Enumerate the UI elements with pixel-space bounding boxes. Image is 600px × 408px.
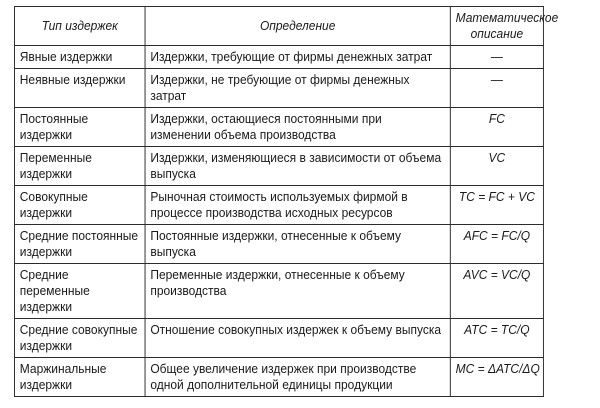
cost-type-cell: Средние совокупные издержки	[14, 319, 145, 358]
definition-cell: Переменные издержки, отнесенные к объему производства	[145, 264, 450, 319]
formula-cell: AFC = FC/Q	[450, 225, 543, 264]
table-row	[14, 319, 543, 358]
table-header-row	[14, 7, 543, 46]
table-row	[14, 358, 543, 397]
cost-type-cell: Средние постоянные издержки	[14, 225, 145, 264]
definition-cell: Издержки, остающиеся постоянными при изменении объема производства	[145, 108, 450, 147]
definition-cell: Постоянные издержки, отнесенные к объему выпуска	[145, 225, 450, 264]
formula-cell: FC	[450, 108, 543, 147]
table-row	[14, 225, 543, 264]
table-row	[14, 264, 543, 319]
cost-types-table	[14, 6, 559, 397]
definition-cell: Издержки, не требующие от фирмы денежных затрат	[145, 69, 450, 108]
formula-cell: TC = FC + VC	[450, 186, 543, 225]
cost-type-cell: Совокупные издержки	[14, 186, 145, 225]
formula-cell: AVC = VC/Q	[450, 264, 543, 319]
formula-cell: VC	[450, 147, 543, 186]
table-row	[14, 147, 543, 186]
definition-cell: Рыночная стоимость используемых фирмой в процессе производства исходных ресурсов	[145, 186, 450, 225]
cost-type-cell: Явные издержки	[14, 46, 145, 69]
table-row	[14, 69, 543, 108]
definition-cell: Издержки, требующие от фирмы денежных затрат	[145, 46, 450, 69]
header-math-description: Математическое описание	[450, 7, 543, 46]
definition-cell: Отношение совокупных издержек к объему выпуска	[145, 319, 450, 358]
header-cost-type: Тип издержек	[14, 7, 145, 46]
table-row	[14, 46, 543, 69]
cost-type-cell: Постоянные издержки	[14, 108, 145, 147]
formula-cell: ATC = TC/Q	[450, 319, 543, 358]
formula-cell: MC = ΔATC/ΔQ	[450, 358, 543, 397]
table-row	[14, 108, 543, 147]
cost-type-cell: Маржинальные издержки	[14, 358, 145, 397]
formula-cell: —	[450, 46, 543, 69]
cost-type-cell: Неявные издержки	[14, 69, 145, 108]
definition-cell: Издержки, изменяющиеся в зависимости от объема выпуска	[145, 147, 450, 186]
definition-cell: Общее увеличение издержек при производстве одной дополнительной единицы продукции	[145, 358, 450, 397]
cost-type-cell: Средние переменные издержки	[14, 264, 145, 319]
formula-cell: —	[450, 69, 543, 108]
header-definition: Определение	[145, 7, 450, 46]
table-row	[14, 186, 543, 225]
cost-type-cell: Переменные издержки	[14, 147, 145, 186]
